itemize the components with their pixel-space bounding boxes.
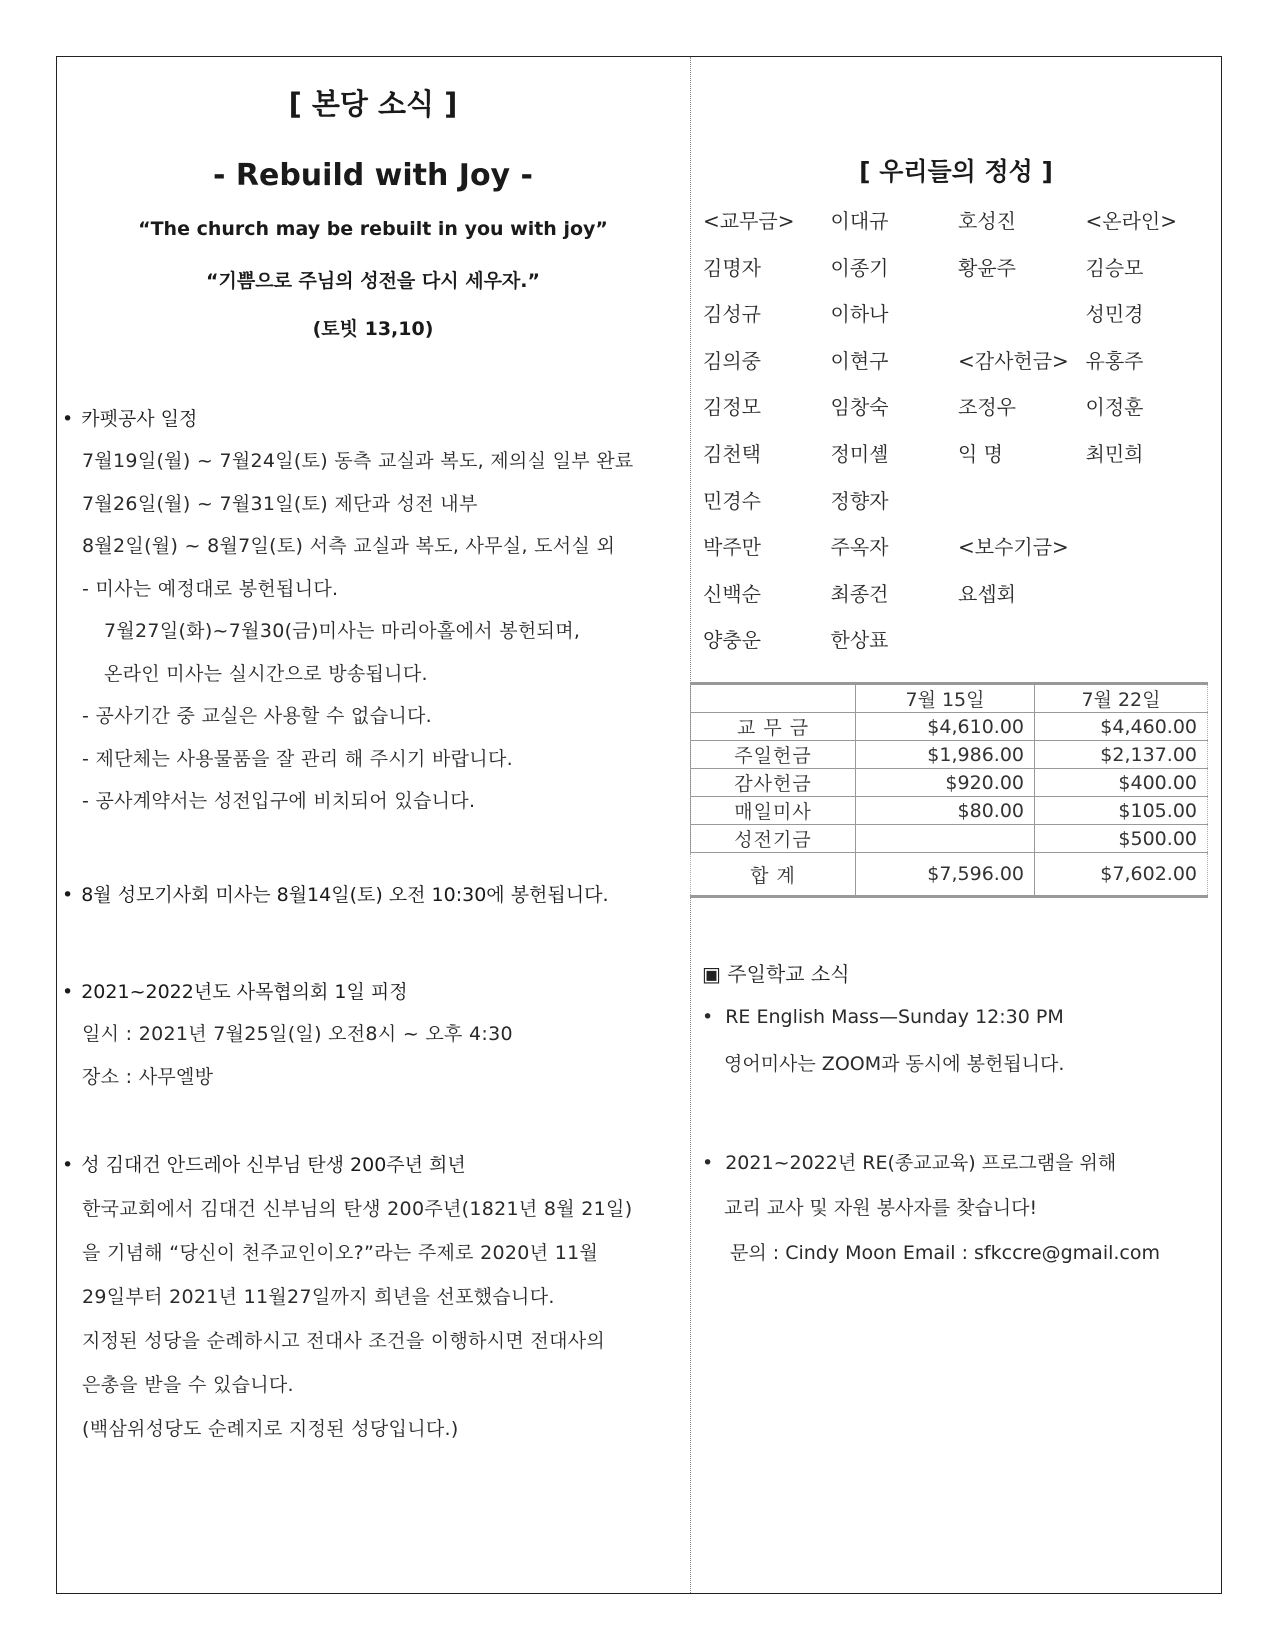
table-cell-value: $500.00 — [1035, 825, 1208, 853]
jubilee-heading: • 성 김대건 안드레아 신부님 탄생 200주년 희년 — [62, 1154, 466, 1176]
table-cell-value: $80.00 — [856, 797, 1035, 825]
donor-row — [703, 578, 1213, 625]
table-row — [691, 769, 1208, 797]
bullet-icon: • — [62, 981, 74, 1003]
donor-name — [1086, 578, 1214, 625]
bullet-icon: • — [62, 408, 74, 430]
jubilee-line: 지정된 성당을 순례하시고 전대사 조건을 이행하시면 전대사의 — [82, 1330, 606, 1352]
donor-row — [703, 345, 1213, 392]
donor-name: 김의중 — [703, 348, 761, 373]
donor-name: 정미셸 — [830, 441, 889, 466]
sunday-school-heading: ▣ 주일학교 소식 — [702, 962, 850, 986]
donor-names-grid — [703, 205, 1213, 671]
quote-reference: (토빗 13,10) — [312, 318, 434, 340]
donor-name: 요셉회 — [958, 581, 1016, 606]
re-program: • 2021~2022년 RE(종교교육) 프로그램을 위해 — [702, 1152, 1117, 1174]
carpet-heading: • 카펫공사 일정 — [62, 408, 198, 430]
donor-row — [703, 485, 1213, 532]
section-title-parish-news: [ 본당 소식 ] — [288, 87, 458, 121]
bullet-icon: • — [62, 1154, 74, 1176]
table-cell-category: 감사헌금 — [691, 769, 856, 797]
carpet-line: 7월27일(화)~7월30(금)미사는 마리아홀에서 봉헌되며, — [104, 620, 581, 642]
donor-name: 한상표 — [830, 628, 889, 653]
bullet-icon: • — [702, 1006, 714, 1028]
donor-name — [958, 298, 1086, 345]
donor-name — [1086, 624, 1214, 671]
contact-info: 문의 : Cindy Moon Email : sfkccre@gmail.com — [730, 1242, 1160, 1264]
retreat-place: 장소 : 사무엘방 — [82, 1066, 214, 1088]
table-total-row — [691, 853, 1208, 897]
donor-name: 성민경 — [1085, 302, 1144, 327]
table-cell-value: $1,986.00 — [856, 741, 1035, 769]
table-cell-value: $105.00 — [1035, 797, 1208, 825]
table-row — [691, 741, 1208, 769]
donor-name: <온라인> — [1085, 209, 1177, 233]
donor-name: 김승모 — [1085, 255, 1144, 280]
carpet-line: - 제단체는 사용물품을 잘 관리 해 주시기 바랍니다. — [82, 748, 513, 770]
jubilee-line: 은총을 받을 수 있습니다. — [82, 1374, 294, 1396]
table-cell-total-label: 합 계 — [691, 853, 856, 897]
carpet-line: - 공사계약서는 성전입구에 비치되어 있습니다. — [82, 790, 476, 812]
jubilee-line: 29일부터 2021년 11월27일까지 희년을 선포했습니다. — [82, 1286, 555, 1308]
table-cell-value: $920.00 — [856, 769, 1035, 797]
donor-row — [703, 438, 1213, 485]
donor-name: 익 명 — [958, 441, 1003, 466]
donor-name: 이종기 — [830, 255, 889, 280]
donor-name: 신백순 — [703, 581, 761, 606]
table-cell-category: 교 무 금 — [691, 713, 856, 741]
table-cell-value: $2,137.00 — [1035, 741, 1208, 769]
re-program-volunteers: 교리 교사 및 자원 봉사자를 찾습니다! — [724, 1197, 1038, 1219]
english-mass: • RE English Mass—Sunday 12:30 PM — [702, 1006, 1064, 1028]
donor-row — [703, 391, 1213, 438]
carpet-line: 7월26일(월) ~ 7월31일(토) 제단과 성전 내부 — [82, 493, 478, 515]
donor-name: 박주만 — [703, 535, 761, 560]
table-cell-total-value: $7,602.00 — [1035, 853, 1208, 897]
donor-name: 김정모 — [703, 395, 761, 420]
donor-name: <보수기금> — [958, 535, 1069, 560]
donor-name: 주옥자 — [830, 535, 889, 560]
donor-row — [703, 252, 1213, 299]
donor-name: 이대규 — [830, 209, 889, 233]
donor-row — [703, 205, 1213, 252]
section-title-offerings: [ 우리들의 정성 ] — [859, 157, 1053, 186]
donor-row — [703, 624, 1213, 671]
table-cell-value — [856, 825, 1035, 853]
table-cell-category: 성전기금 — [691, 825, 856, 853]
table-header-cell — [691, 684, 856, 713]
donor-name: 황윤주 — [958, 255, 1016, 280]
donor-name: 이현구 — [830, 348, 889, 373]
quote-korean: “기쁨으로 주님의 성전을 다시 세우자.” — [206, 270, 540, 292]
donor-name: 김천택 — [703, 441, 761, 466]
mass-notice: • 8월 성모기사회 미사는 8월14일(토) 오전 10:30에 봉헌됩니다. — [62, 884, 609, 906]
donor-name: 이정훈 — [1085, 395, 1144, 420]
table-header-cell: 7월 22일 — [1035, 684, 1208, 713]
donor-name: 이하나 — [830, 302, 889, 327]
donor-name — [1086, 531, 1214, 578]
bullet-icon: • — [62, 884, 74, 906]
table-header-row — [691, 684, 1208, 713]
table-cell-category: 주일헌금 — [691, 741, 856, 769]
offering-table — [690, 682, 1208, 898]
table-cell-value: $4,610.00 — [856, 713, 1035, 741]
donor-name: <감사헌금> — [958, 348, 1069, 373]
donor-name: 정향자 — [830, 488, 889, 513]
donor-name — [1086, 485, 1214, 532]
english-mass-note: 영어미사는 ZOOM과 동시에 봉헌됩니다. — [724, 1053, 1065, 1075]
jubilee-line: (백삼위성당도 순례지로 지정된 성당입니다.) — [82, 1418, 459, 1440]
donor-name: 민경수 — [703, 488, 761, 513]
table-cell-category: 매일미사 — [691, 797, 856, 825]
donor-name: 유홍주 — [1085, 348, 1144, 373]
retreat-date: 일시 : 2021년 7월25일(일) 오전8시 ~ 오후 4:30 — [82, 1023, 513, 1045]
donor-name: 김명자 — [703, 255, 761, 280]
donor-name: 최종건 — [830, 581, 889, 606]
jubilee-line: 한국교회에서 김대건 신부님의 탄생 200주년(1821년 8월 21일) — [82, 1198, 633, 1220]
donor-name — [958, 485, 1086, 532]
donor-name: 임창숙 — [830, 395, 889, 420]
donor-row — [703, 531, 1213, 578]
carpet-line: - 공사기간 중 교실은 사용할 수 없습니다. — [82, 705, 432, 727]
jubilee-line: 을 기념해 “당신이 천주교인이오?”라는 주제로 2020년 11월 — [82, 1242, 599, 1264]
table-row — [691, 825, 1208, 853]
table-cell-total-value: $7,596.00 — [856, 853, 1035, 897]
section-subtitle: - Rebuild with Joy - — [212, 158, 534, 193]
carpet-line: 온라인 미사는 실시간으로 방송됩니다. — [104, 663, 428, 685]
table-header-cell: 7월 15일 — [856, 684, 1035, 713]
bullet-icon: • — [702, 1152, 714, 1174]
donor-row — [703, 298, 1213, 345]
table-row — [691, 713, 1208, 741]
donor-name: 김성규 — [703, 302, 761, 327]
donor-name: 최민희 — [1085, 441, 1144, 466]
carpet-line: 8월2일(월) ~ 8월7일(토) 서측 교실과 복도, 사무실, 도서실 외 — [82, 535, 616, 557]
retreat-heading: • 2021~2022년도 사목협의회 1일 피정 — [62, 981, 408, 1003]
quote-english: “The church may be rebuilt in you with joy” — [138, 218, 608, 240]
donor-name: 호성진 — [958, 209, 1016, 233]
table-row — [691, 797, 1208, 825]
table-cell-value: $400.00 — [1035, 769, 1208, 797]
carpet-line: 7월19일(월) ~ 7월24일(토) 동측 교실과 복도, 제의실 일부 완료 — [82, 450, 634, 472]
donor-name: <교무금> — [703, 209, 795, 233]
carpet-line: - 미사는 예정대로 봉헌됩니다. — [82, 578, 339, 600]
donor-name: 조정우 — [958, 395, 1016, 420]
donor-name: 양충운 — [703, 628, 761, 653]
table-cell-value: $4,460.00 — [1035, 713, 1208, 741]
donor-name — [958, 624, 1086, 671]
